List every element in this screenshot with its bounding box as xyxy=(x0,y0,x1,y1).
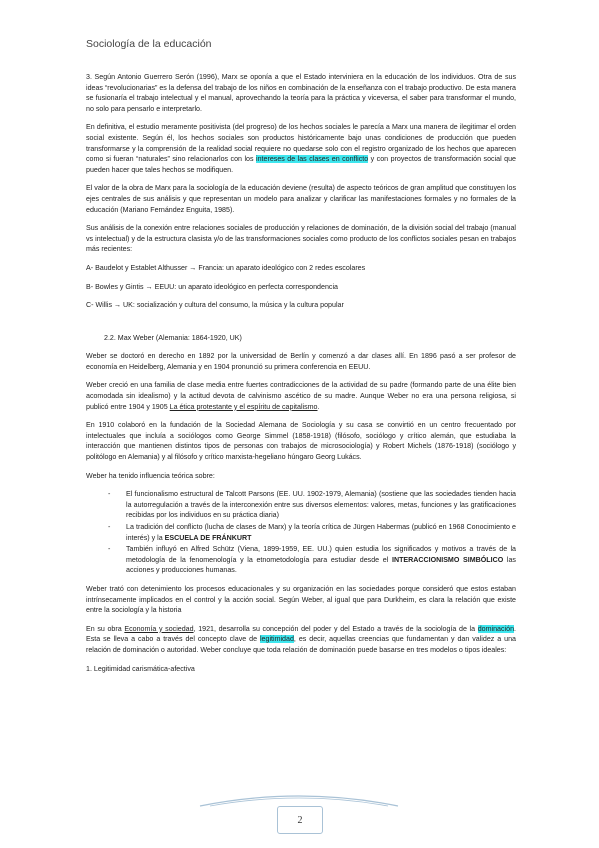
highlighted-text: intereses de las clases en conflicto xyxy=(256,155,369,164)
list-item-text: las acciones y producciones humanas. xyxy=(126,555,516,575)
dash-bullet: - xyxy=(108,545,111,554)
list-item-marx-a: A- Baudelot y Establet Althusser → Francia: un aparato ideológico con 2 redes escolares xyxy=(86,263,366,272)
emphasized-text: ESCUELA DE FRÁNKURT xyxy=(164,533,252,542)
dash-bullet: - xyxy=(108,490,111,499)
list-item-marx-c: C- Willis → UK: socialización y cultura del consumo, la música y la cultura popular xyxy=(86,301,344,310)
page-footer xyxy=(0,788,599,838)
paragraph-weber-society: En 1910 colaboró en la fundación de la Sociedad Alemana de Sociología y su casa se convirtió en un centro frecuentado por intelectuales que incluía a sociólogos como George Simmel (1858-1918) (filósofo, sociólogo y crítico alemán, que estudiaba la interacción que mantienen distintos tipos de personas con trabajos de microsociología) y Robert Michels (1876-1918) (sociólogo y politólogo en Alemania) y al filósofo y crítico marxista-hegeliano húngaro Georg Lukács. xyxy=(86,421,516,462)
list-item xyxy=(108,489,516,521)
list-item xyxy=(108,544,516,576)
paragraph-marx-value: El valor de la obra de Marx para la sociología de la educación deviene (resulta) de aspecto teóricos de gran amplitud que constituyen los ejes centrales de sus análisis y que representan un modelo para analizar y clarificar las manifestaciones formales y no formales de la educación (Mariano Fernández Enguita, 1985). xyxy=(86,184,516,214)
paragraph-weber-influence-intro: Weber ha tenido influencia teórica sobre: xyxy=(86,471,215,480)
paragraph-text: y con proyectos de transformación social que pueden hacer que tales hechos se modifiquen. xyxy=(86,155,516,174)
page-header-title: Sociología de la educación xyxy=(86,38,212,50)
emphasized-text: INTERACCIONISMO SIMBÓLICO xyxy=(391,555,504,564)
dash-bullet: - xyxy=(108,523,111,531)
paragraph-marx-analysis: Sus análisis de la conexión entre relaciones sociales de producción y relaciones de dominación, de la división social del trabajo (manual vs intelectual) y de la estructura clasista y/o de las transformaciones sociales como producto de los conflictos sociales pesan en trabajos más recientes: xyxy=(86,224,516,254)
paragraph-weber-family xyxy=(86,380,516,412)
list-item-text: La tradición del conflicto (lucha de clases de Marx) y la teoría crítica de Jürgen Habermas (publicó en 1968 Conocimiento e interés) y la xyxy=(126,523,516,542)
list-item-marx-b: B- Bowles y Gintis → EEUU: un aparato ideológico en perfecta correspondencia xyxy=(86,282,338,291)
list-item-text: También influyó en Alfred Schütz (Viena, 1899-1959, EE. UU.) quien estudia los significados y motivos a través de la metodología de la fenomenología y la etnometodología para estudiar desde el xyxy=(126,545,516,564)
paragraph-text: En definitiva, el estudio meramente positivista (del progreso) de los hechos sociales le parecía a Marx una manera de ilegitimar el orden social existente. Según él, los hechos sociales son productos históricamente bajo unas condiciones de producción que pueden transformarse y la comprensión de la realidad social requiere no quedarse solo con el registro organizado de los hechos que aparecen como si fueran “naturales” sino relacionarlos con los xyxy=(86,123,516,164)
highlighted-text: legitimidad xyxy=(259,635,294,644)
document-body xyxy=(86,72,516,682)
page-number: 2 xyxy=(277,806,323,834)
list-item-text: El funcionalismo estructural de Talcott Parsons (EE. UU. 1902-1979, Alemania) (sostiene que las sociedades tienden hacia la autorregulación a través de la interconexión entre sus diversos elementos: valores, metas, funciones y las gratificaciones recibidas por los individuos en su práctica diaria) xyxy=(126,490,516,520)
section-heading: 2.2. Max Weber (Alemania: 1864-1920, UK) xyxy=(104,333,242,342)
paragraph-weber-education: Weber trató con detenimiento los procesos educacionales y su organización en las sociedades porque consideró que estos estaban intrínsecamente implicados en el control y la acción social. Según Weber, al igual que para Durkheim, es clara la relación que existe entre la sociología y la historia xyxy=(86,584,516,615)
paragraph-weber-bio: Weber se doctoró en derecho en 1892 por la universidad de Berlín y comenzó a dar clases allí. En 1896 pasó a ser profesor de economía en Heidelberg, Alemania y en 1904 pronunció su primera conferencia en EEUU. xyxy=(86,352,516,371)
paragraph-text: . xyxy=(317,402,320,411)
footer-ornament-icon xyxy=(0,788,599,808)
paragraph-text: . Esta se lleva a cabo a través del concepto clave de xyxy=(86,624,516,644)
paragraph-text: , es decir, aquellas creencias que fundamentan y dan validez a una relación de dominación o autoridad. Weber concluye que toda relación de dominación puede basarse en tres modelos o tipos ideales: xyxy=(86,635,516,654)
paragraph-marx-positivism xyxy=(86,122,516,175)
book-title-link: Economía y sociedad xyxy=(124,624,194,633)
paragraph-marx-guerrero: 3. Según Antonio Guerrero Serón (1996), Marx se oponía a que el Estado interviniera en la educación de los individuos. Otra de sus ideas “revolucionarias” es la defensa del trabajo de los niños en combinación de la enseñanza con el trabajo productivo. De esta manera se fusionaría el trabajo intelectual y el manual, aprovechando la teoría para la práctica y viceversa, el saber para transformar el mundo, no solo para pensarlo e interpretarlo. xyxy=(86,73,516,113)
paragraph-text: En su obra xyxy=(86,624,122,633)
paragraph-legitimidad: 1. Legitimidad carismática-afectiva xyxy=(86,664,195,673)
paragraph-text: , 1921, desarrolla su concepción del poder y del Estado a través de la sociología de la xyxy=(193,624,476,633)
list-item xyxy=(108,522,516,543)
influence-list xyxy=(86,489,516,576)
highlighted-text: dominación xyxy=(477,624,515,633)
book-title-link: La ética protestante y el espíritu de capitalismo xyxy=(169,402,318,411)
paragraph-weber-dominacion xyxy=(86,624,516,656)
paragraph-text: Weber creció en una familia de clase media entre fuertes contradicciones de la actividad de su padre (formando parte de una élite bien acomodada sin idealismo) y la actitud devota de calvinismo ascético de su madre. Aunque Weber no era una persona religiosa, si publicó entre 1904 y 1905 xyxy=(86,381,516,411)
